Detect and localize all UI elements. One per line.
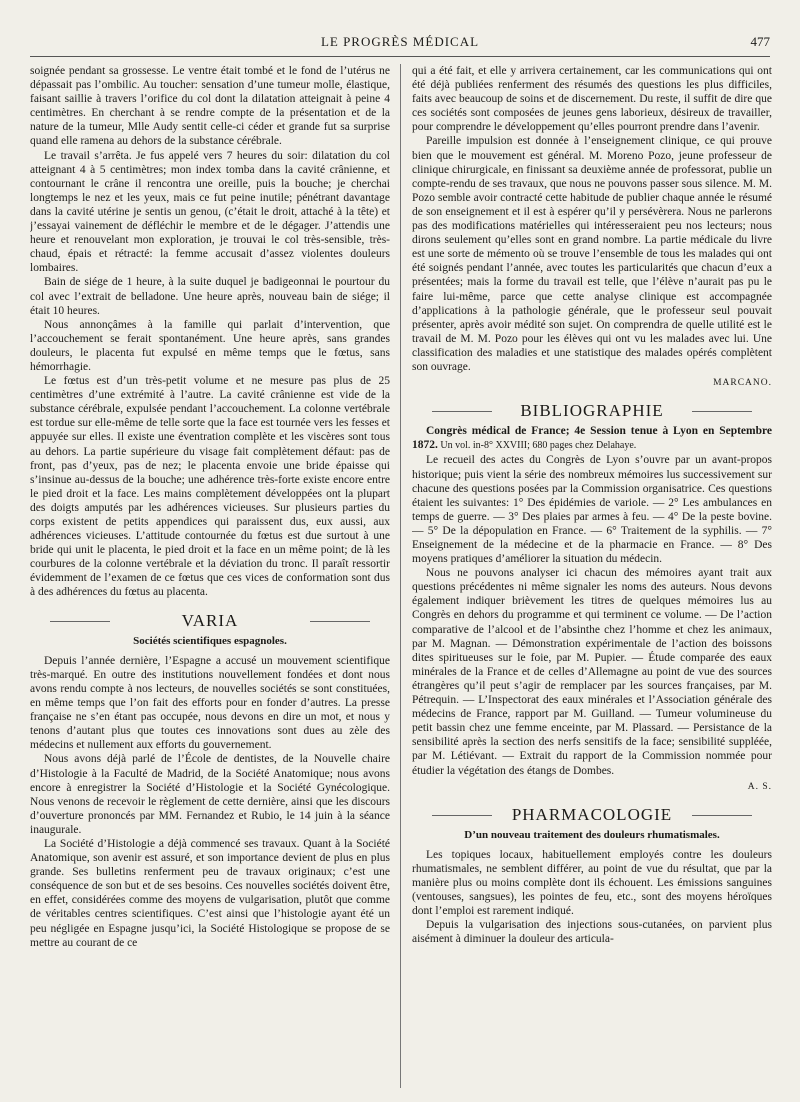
article-paragraph: Nous annonçâmes à la famille qui parlait d’intervention, que l’accouchement se ferait spontanément. Une heure après, sans grandes douleurs, le placenta fut expulsé en même temps que le fœtus, sans hémorrhagie. [30,318,390,373]
pharmacologie-heading: PHARMACOLOGIE [412,808,772,822]
article-paragraph: Bain de siége de 1 heure, à la suite duquel je badigeonnai le pourtour du col avec l’extrait de belladone. Une heure après, nouveau bain de siége; il était 10 heures. [30,276,390,317]
article-paragraph: soignée pendant sa grossesse. Le ventre était tombé et le fond de l’utérus ne dépassait pas l’ombilic. Au toucher: sensation d’une tumeur molle, élastique, faisant saillie à travers l’orifice du col dont la dilatation atteignait à peine 4 centimètres. En cherchant à se rendre compte de la présentation et de la nature de la tumeur, Mlle Audy sentit celle-ci céder et grande fut sa surprise quand elle ramena au dehors de la substance cérébrale. [30,65,390,148]
bibliographie-paragraph: Le recueil des actes du Congrès de Lyon s’ouvre par un avant-propos historique; puis vient la série des nombreux mémoires lus successivement sur chacune des questions posées par la Commission organisatrice. Ces questions étaient les suivantes: 1° Des épidémies de variole. — 2° Les ambulances en temps de guerre. — 3° Des plaies par armes à feu. — 4° De la peste bovine. — 5° De la dépopulation en France. — 6° Traitement de la syphilis. — 7° Enseignement de la médecine et de la pharmacie en France. — 8° Des moyens pratiques d’améliorer la situation du médecin. [412,454,772,566]
reference-title: Congrès médical de France; 4e Session tenue à Lyon en Septembre 1872. [412,425,772,452]
pharmacologie-subheading: D’un nouveau traitement des douleurs rhumatismales. [464,828,720,841]
author-signature: MARCANO. [713,378,772,389]
bibliographie-paragraph: Nous ne pouvons analyser ici chacun des mémoires ayant trait aux questions précédentes ni même signaler les noms des auteurs. Nous devons également indiquer brièvement les titres de quelques mémoires lus au Congrès en dehors du programme et qui terminent ce volume. — De l’action comparative de l’alcool et de l’absinthe chez l’homme et chez les animaux, par M. Magnan. — Démonstration expérimentale de l’action des boissons dites spiritueuses sur le foie, par M. Pupier. — Étude comparée des eaux minérales de la France et de celles d’Allemagne au point de vue des sources étrangères qu’il peut s’agir de remplacer par les sources françaises, par M. Pétrequin. — L’Inspectorat des eaux minérales et l’Association générale des médecins de France, rapport par M. Guilland. — Tumeur volumineuse du petit bassin chez une femme enceinte, par M. Plassard. — Persistance de la sensibilité après la section des nerfs sensitifs de la face; sensibilité suppléée, par M. Létiévant. — Extrait du rapport de la Commission nommée pour étudier la végétation des étangs de Dombes. [412,567,772,777]
bibliographie-heading: BIBLIOGRAPHIE [412,404,772,418]
right-column [412,64,772,1088]
bibliographic-reference [412,424,772,453]
article-paragraph: Pareille impulsion est donnée à l’enseignement clinique, ce qui prouve bien que le mouvement est général. M. Moreno Pozo, jeune professeur de clinique chirurgicale, en finissant sa deuxième année de professorat, publie un compte-rendu de ses travaux, que nous ne pouvons passer sous silence. M. M. Pozo semble avoir contracté cette habitude de publier chaque année le résumé de son enseignement et il est à espérer qu’il y persévèrera. Nous ne parlerons pas des modifications matérielles qui intéresseraient peu nos lecteurs; nous dirons seulement qu’elles sont en grand nombre. La partie médicale du livre est une sorte de mémento où se trouve l’ensemble de tous les malades qui ont été soignés pendant l’année, avec toutes les particularités que chacun d’eux a présentées; mais la forme du travail est telle, que l’élève n’aurait pas pu le faire lui-même, parce que cette analyse clinique est accompagnée d’applications à la pathologie générale, que le professeur seul pouvait présenter, après avoir médité son sujet. On comprendra de quelle utilité est le travail de M. M. Pozo pour les élèves qui ont vu les malades avec lui. Une classification des maladies et une statistique des malades opérés complètent son ouvrage. [412,135,772,373]
reference-details: Un vol. in-8° XXVIII; 680 pages chez Delahaye. [437,440,637,452]
varia-subheading: Sociétés scientifiques espagnoles. [133,634,287,647]
article-paragraph: Le travail s’arrêta. Je fus appelé vers 7 heures du soir: dilatation du col atteignant 4 à 5 centimètres; mon index tomba dans la cavité crânienne, et contournant le crâne il rencontra une oreille, puis la bouche; je cherchai longtemps le nez et les yeux, mais ce fut peine inutile; pénétrant davantage dans la cavité utérine je sentis un genou, (c’était le droit, attaché à la tête) et j’essayai vainement de défléchir le membre et de le dégager. J’attendis une heure et renouvelant mon exploration, je trouvai le col très-sensible, très-chaud, épais et rétracté: la femme accusait d’assez violentes douleurs lombaires. [30,149,390,275]
varia-paragraph: Nous avons déjà parlé de l’École de dentistes, de la Nouvelle chaire d’Histologie à la Faculté de Madrid, de la Société Anatomique; nous avons encore à enregistrer la Société d’Histologie et la Société Gynécologique. Nous venons de recevoir le règlement de cette dernière, ainsi que les discours d’ouverture prononcés par MM. Fernandez et Rubio, le 14 juin à la séance inaugurale. [30,753,390,836]
pharmacologie-paragraph: Depuis la vulgarisation des injections sous-cutanées, on parvient plus aisément à diminuer la douleur des articula- [412,919,772,946]
page-header [30,28,770,57]
author-signature: A. S. [747,781,772,792]
varia-heading: VARIA [30,614,390,628]
varia-paragraph: La Société d’Histologie a déjà commencé ses travaux. Quant à la Société Anatomique, son avenir est assuré, et son importance devient de plus en plus grande. Ses bulletins renferment peu de travaux originaux; c’est une conséquence de son but et de ses besoins. Ces nouvelles sociétés doivent être, en effet, considérées comme des moyens de vulgarisation, plutôt que comme de véritables centres scientifiques. C’est ainsi que l’histologie ayant été un peu négligée en Espagne jusqu’ici, la Société Histologique se propose de se mettre au courant de ce [30,837,390,949]
journal-title: LE PROGRÈS MÉDICAL [320,34,480,49]
left-column [30,64,390,1088]
varia-paragraph: Depuis l’année dernière, l’Espagne a accusé un mouvement scientifique très-marqué. En outre des institutions nouvellement fondées et dont nous avons rendu compte à nos lecteurs, de nouvelles sociétés se sont constituées, en même temps que l’on fait des efforts pour en fonder d’autres. La presse française ne s’en étant pas occupée, nous devons en dire un mot, et nous y tenons d’autant plus que toutes ces innovations sont dues au zèle des médecins et nullement aux efforts du gouvernement. [30,654,390,752]
article-paragraph: Le fœtus est d’un très-petit volume et ne mesure pas plus de 25 centimètres d’une extrémité à l’autre. La cavité crânienne est vide de la substance cérébrale, expulsée pendant l’accouchement. La colonne vertébrale est tordue sur elle-même de telle sorte que la face est tournée vers les fesses et appuyée sur elles. Il existe une éventration complète et les viscères sont tous au dehors. La partie supérieure du visage fait complètement défaut: pas de front, pas d’yeux, pas de nez; le placenta envoie une bride épaisse qui s’insinue au-dessus de la bouche; une adhérence très-forte existe encore entre le pied droit et la face. Les mains complètement développées ont la plupart des doigts amputés par les adhérences vicieuses. Sur plusieurs parties du corps existent de petits appendices qui paraissent dus, eux aussi, aux adhérences vicieuses. L’attitude contournée du fœtus est due surtout à une bride qui unit le placenta, le pied droit et la face en un même point; de là les courbures de la colonne vertébrale et la déviation du tronc. Il paraît ressortir évidemment de l’examen de ce fœtus que ces vices de conformation sont dus à des adhérences du fœtus au placenta. [30,375,390,599]
article-paragraph: qui a été fait, et elle y arrivera certainement, car les communications qui ont été déjà publiées renferment des résumés des questions les plus difficiles, faits avec beaucoup de soins et de discernement. Du reste, il suffit de dire que ces sociétés sont composées de jeunes gens laborieux, désireux de travailler, pour comprendre le développement qu’elles pourront prendre dans l’avenir. [412,65,772,134]
page-number: 477 [750,34,770,49]
column-divider [400,64,401,1088]
pharmacologie-paragraph: Les topiques locaux, habituellement employés contre les douleurs rhumatismales, ne semblent différer, au point de vue du résultat, que par la manière plus ou moins complète dont ils échouent. Les émissions sanguines (ventouses, sangsues), les pointes de feu, etc., sont des moyens héroïques dont l’emploi est rarement indiqué. [412,848,772,918]
